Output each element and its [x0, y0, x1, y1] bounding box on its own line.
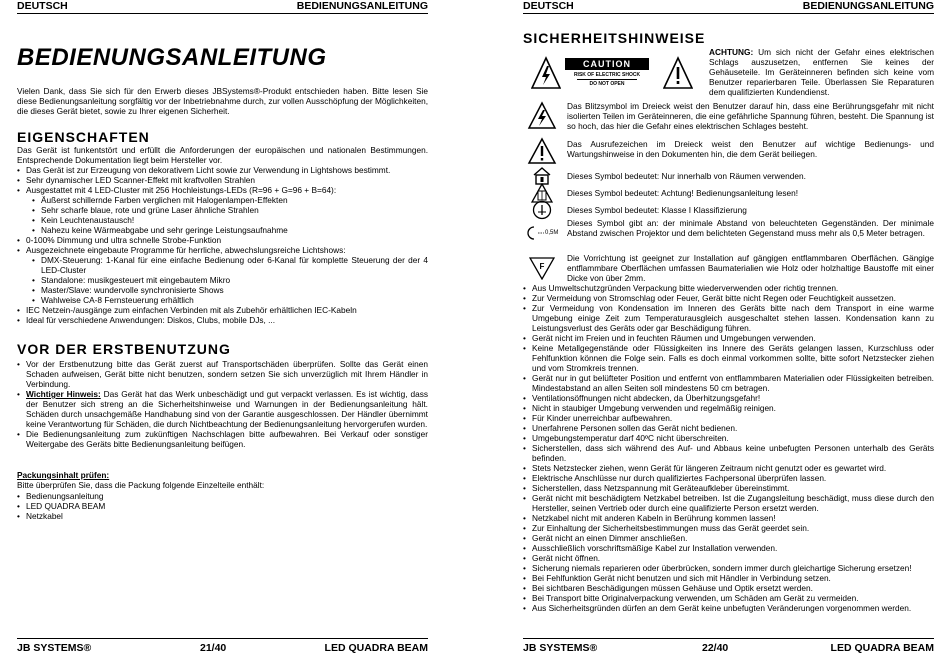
footer-product: LED QUADRA BEAM — [324, 642, 428, 654]
package-intro: Bitte überprüfen Sie, dass die Packung folgende Einzelteile enthält: — [17, 480, 265, 490]
intro-paragraph: Vielen Dank, dass Sie sich für den Erwerb dieses JBSystems®-Produkt entschieden haben. Bitte lesen Sie diese Bedienungsanleitung sorgfältig vor der Inbetriebnahme durch, zur vollen Ausschöpfung der Möglichkeiten, die dieses Gerät bietet, sowie zu Ihrer eigenen Sicherheit. — [17, 86, 428, 116]
header-language: DEUTSCH — [17, 0, 68, 12]
header-doc-title: BEDIENUNGSANLEITUNG — [296, 0, 428, 12]
safety-rule-item: • Keine Metallgegenstände oder Flüssigkeiten ins Innere des Geräts gelangen lassen, Kurzschluss oder Fehlfunktion können die Folge sein. Falls es doch einmal vorkommen sollte, bitte sofort Netzstecker ziehen und vom Stromkreis trennen. — [523, 343, 934, 373]
safety-rule-item: • Bei sichtbaren Beschädigungen müssen Gehäuse und Optik ersetzt werden. — [523, 583, 934, 593]
features-intro: Das Gerät ist funkentstört und erfüllt die Anforderungen der europäischen und nationalen Bestimmungen. Entsprechende Dokumentation liegt beim Hersteller vor. — [17, 145, 428, 165]
safety-rule-item: • Netzkabel nicht mit anderen Kabeln in Berührung kommen lassen! — [523, 513, 934, 523]
safety-rule-item: • Ventilationsöffnungen nicht abdecken, da Überhitzungsgefahr! — [523, 393, 934, 403]
lightning-icon — [527, 101, 557, 131]
safety-rule-item: • Elektrische Anschlüsse nur durch qualifiziertes Fachpersonal überprüfen lassen. — [523, 473, 934, 483]
feature-item: • Master/Slave: wundervolle synchronisierte Shows — [17, 285, 428, 295]
symbol-flammable-text: Die Vorrichtung ist geeignet zur Installation auf gängigen entflammbaren Oberflächen. Gängige entflammbare Oberflächen umfassen Baumaterialien wie Holz oder holzhaltige Baustoffe mit einer Dicke von über 2mm. — [567, 253, 934, 283]
safety-rule-item: • Zur Vermeidung von Kondensation im Inneren des Geräts bitte nach dem Transport in eine warme Umgebung einige Zeit zum Temperaturausgleich ausgeschaltet stehen lassen. Kondensation kann zu Leistungsverlust des Geräts oder gar Beschädigung führen. — [523, 303, 934, 333]
safety-rule-item: • Gerät nicht an einen Dimmer anschließen. — [523, 533, 934, 543]
page-footer — [523, 638, 934, 654]
svg-text:F: F — [539, 262, 545, 271]
safety-rule-item: • Bei Fehlfunktion Gerät nicht benutzen und sich mit Händler in Verbindung setzen. — [523, 573, 934, 583]
footer-brand: JB SYSTEMS® — [523, 642, 598, 654]
important-label: Wichtiger Hinweis: — [26, 389, 101, 399]
symbol-class-text: Dieses Symbol bedeutet: Klasse I Klassifizierung — [567, 205, 747, 215]
caution-label: CAUTION RISK OF ELECTRIC SHOCK DO NOT OPEN — [565, 58, 649, 90]
package-item: • Netzkabel — [17, 511, 428, 521]
achtung-text: ACHTUNG: Um sich nicht der Gefahr eines elektrischen Schlags auszusetzen, entfernen Sie keines der Gehäuseteile. Im Geräteinneren befinden sich keine vom Benutzer reparierbaren Teile. Überlassen Sie Reparaturen dem qualifizierten Kundendienst. — [709, 47, 934, 97]
symbol-lightning-text: Das Blitzsymbol im Dreieck weist den Benutzer darauf hin, dass eine Berührungsgefahr mit nicht isolierten Teilen im Geräteinneren, die eine gefährliche Spannung führen, besteht. Die Spannung ist so hoch, das hier die Gefahr eines elektrischen Schlages besteht. — [567, 101, 934, 131]
safety-rule-item: • Zur Vermeidung von Stromschlag oder Feuer, Gerät bitte nicht Regen oder Feuchtigkeit aussetzen. — [523, 293, 934, 303]
feature-item: • Nahezu keine Wärmeabgabe und sehr geringe Leistungsaufnahme — [17, 225, 428, 235]
safety-rule-item: • Umgebungstemperatur darf 40ºC nicht überschreiten. — [523, 433, 934, 443]
feature-item: • Ausgezeichnete eingebaute Programme für herrliche, abwechslungsreiche Lichtshows: — [17, 245, 428, 255]
feature-item: • Sehr scharfe blaue, rote und grüne Laser ähnliche Strahlen — [17, 205, 428, 215]
safety-rule-item: • Gerät nicht im Freien und in feuchten Räumen und Umgebungen verwenden. — [523, 333, 934, 343]
symbol-manual-text: Dieses Symbol bedeutet: Achtung! Bedienungsanleitung lesen! — [567, 188, 799, 198]
safety-rule-item: • Nicht in staubiger Umgebung verwenden und regelmäßig reinigen. — [523, 403, 934, 413]
symbol-distance-text: Dieses Symbol gibt an: der minimale Abstand von beleuchteten Gegenständen. Der minimale Abstand zwischen Projektor und dem belichteten Gegenstand muss mehr als 0,5 Meter betragen. — [567, 218, 934, 238]
page-title: BEDIENUNGSANLEITUNG — [17, 44, 327, 71]
safety-rule-item: • Sicherung niemals reparieren oder überbrücken, sondern immer durch gleichartige Sicherung ersetzen! — [523, 563, 934, 573]
safety-rule-item: • Sicherstellen, dass Netzspannung mit Geräteaufkleber übereinstimmt. — [523, 483, 934, 493]
features-heading: EIGENSCHAFTEN — [17, 129, 150, 145]
page-header — [523, 0, 934, 14]
package-item: • Bedienungsanleitung — [17, 491, 428, 501]
feature-item: • Äußerst schillernde Farben verglichen mit Halogenlampen-Effekten — [17, 195, 428, 205]
feature-item: • Kein Leuchtenaustausch! — [17, 215, 428, 225]
page-header — [17, 0, 428, 14]
min-distance-icon: 0,5M — [525, 224, 561, 242]
feature-item: • 0-100% Dimmung und ultra schnelle Strobe-Funktion — [17, 235, 428, 245]
footer-page-number: 21/40 — [200, 642, 227, 654]
safety-rule-item: • Aus Umweltschutzgründen Verpackung bitte wiederverwenden oder richtig trennen. — [523, 283, 934, 293]
features-list — [17, 165, 428, 325]
first-use-heading: VOR DER ERSTBENUTZUNG — [17, 341, 231, 357]
list-item: • Wichtiger Hinweis: Das Gerät hat das Werk unbeschädigt und gut verpackt verlassen. Es ist wichtig, dass der Benutzer sich streng an die Sicherheitshinweise und Warnungen in der Bedienungsanleitung hält. Schäden durch unsachgemäße Handhabung sind von der Garantie ausgeschlossen. Der Händler übernimmt keine Verantwortung für Schäden, die durch Nichtbeachtung der Bedienungsanleitung hervorgerufen wurden. — [17, 389, 428, 429]
feature-item: • Sehr dynamischer LED Scanner-Effekt mit kraftvollen Strahlen — [17, 175, 428, 185]
safety-rule-item: • Ausschließlich vorschriftsmäßige Kabel zur Installation verwenden. — [523, 543, 934, 553]
safety-heading: SICHERHEITSHINWEISE — [523, 30, 706, 46]
package-item: • LED QUADRA BEAM — [17, 501, 428, 511]
header-doc-title: BEDIENUNGSANLEITUNG — [802, 0, 934, 12]
first-use-list — [17, 359, 428, 449]
feature-item: • IEC Netzein-/ausgänge zum einfachen Verbinden mit als Zubehör erhältlichen IEC-Kabeln — [17, 305, 428, 315]
safety-rule-item: • Bei Transport bitte Originalverpackung verwenden, um Schäden am Gerät zu vermeiden. — [523, 593, 934, 603]
footer-brand: JB SYSTEMS® — [17, 642, 92, 654]
feature-item: • DMX-Steuerung: 1-Kanal für eine einfache Bedienung oder 6-Kanal für komplette Steuerung der der 4 LED-Cluster — [17, 255, 428, 275]
header-language: DEUTSCH — [523, 0, 574, 12]
lightning-icon — [531, 56, 561, 90]
safety-rules-list — [523, 283, 934, 613]
safety-rule-item: • Gerät nur in gut belüfteter Position und entfernt von entflammbaren Materialien oder Flüssigkeiten betreiben. Mindestabstand an allen Seiten soll mindestens 50 cm betragen. — [523, 373, 934, 393]
safety-rule-item: • Sicherstellen, dass sich während des Auf- und Abbaus keine unbefugten Personen unterhalb des Geräts befinden. — [523, 443, 934, 463]
footer-product: LED QUADRA BEAM — [830, 642, 934, 654]
safety-rule-item: • Aus Sicherheitsgründen dürfen an dem Gerät keine unbefugten Veränderungen vorgenommen werden. — [523, 603, 934, 613]
feature-item: • Das Gerät ist zur Erzeugung von dekorativem Licht sowie zur Verwendung in Lightshows bestimmt. — [17, 165, 428, 175]
feature-item: • Ausgestattet mit 4 LED-Cluster mit 256 Hochleistungs-LEDs (R=96 + G=96 + B=64): — [17, 185, 428, 195]
feature-item: • Standalone: musikgesteuert mit eingebautem Mikro — [17, 275, 428, 285]
class-one-icon — [532, 200, 552, 220]
safety-rule-item: • Zur Einhaltung der Sicherheitsbestimmungen muss das Gerät geerdet sein. — [523, 523, 934, 533]
feature-item: • Wahlweise CA-8 Fernsteuerung erhältlich — [17, 295, 428, 305]
safety-rule-item: • Unerfahrene Personen sollen das Gerät nicht bedienen. — [523, 423, 934, 433]
safety-rule-item: • Gerät nicht öffnen. — [523, 553, 934, 563]
package-heading: Packungsinhalt prüfen: — [17, 470, 110, 480]
page-footer — [17, 638, 428, 654]
footer-page-number: 22/40 — [702, 642, 729, 654]
symbol-exclamation-text: Das Ausrufezeichen im Dreieck weist den Benutzer auf wichtige Bedienungs- und Wartungshinweise in den Dokumenten hin, die dem Gerät beiliegen. — [567, 139, 934, 159]
safety-rule-item: • Für Kinder unerreichbar aufbewahren. — [523, 413, 934, 423]
exclamation-icon — [527, 137, 557, 165]
list-item: • Vor der Erstbenutzung bitte das Gerät zuerst auf Transportschäden überprüfen. Sollte das Gerät einen Schaden aufweisen, Gerät bitte nicht benutzen, sondern setzen Sie sich unverzüglich mit Ihrem Händler in Verbindung. — [17, 359, 428, 389]
package-list — [17, 491, 428, 521]
flammable-surface-icon — [529, 256, 555, 280]
exclamation-icon — [663, 56, 693, 90]
safety-rule-item: • Stets Netzstecker ziehen, wenn Gerät für längeren Zeitraum nicht genutzt oder es gewartet wird. — [523, 463, 934, 473]
list-item: • Die Bedienungsanleitung zum zukünftigen Nachschlagen bitte aufbewahren. Bei Verkauf oder sonstiger Weitergabe des Geräts bitte Bedienungsanleitung beifügen. — [17, 429, 428, 449]
right-page — [523, 0, 934, 654]
feature-item: • Ideal für verschiedene Anwendungen: Diskos, Clubs, mobile DJs, ... — [17, 315, 428, 325]
symbol-indoor-text: Dieses Symbol bedeutet: Nur innerhalb von Räumen verwenden. — [567, 171, 806, 181]
safety-rule-item: • Gerät nicht mit beschädigtem Netzkabel betreiben. Ist die Zugangsleitung beschädigt, muss diese durch den Hersteller, seinen Vertrieb oder durch eine qualifizierte Person ersetzt werden. — [523, 493, 934, 513]
left-page — [17, 0, 428, 654]
